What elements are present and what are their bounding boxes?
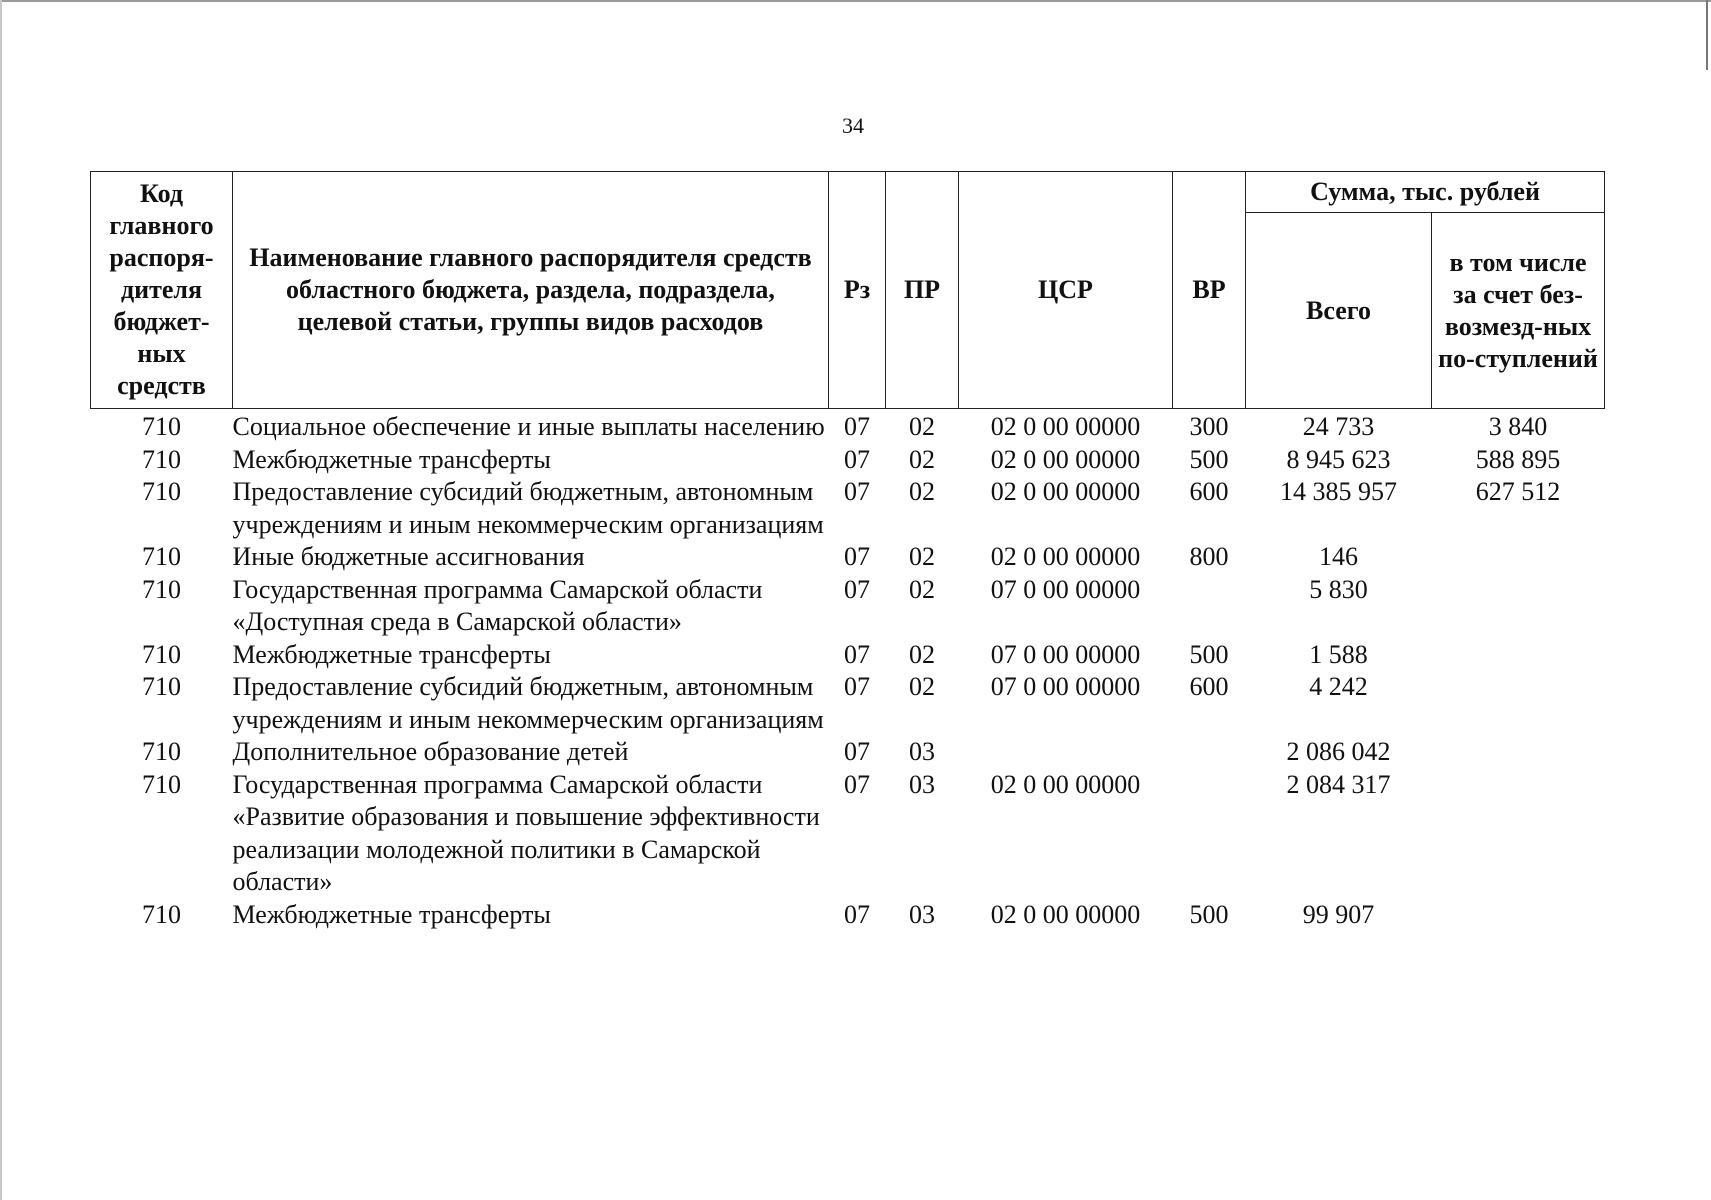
header-pr: ПР: [886, 172, 959, 409]
cell-pr: 02: [909, 444, 935, 474]
table-body: [91, 409, 1605, 932]
cell-csr: 07 0 00 00000: [990, 574, 1141, 604]
cell-name: Государственная программа Самарской области «Доступная среда в Самарской области»: [232, 574, 763, 636]
cell-pr: 02: [909, 542, 935, 571]
cell-pr: 02: [909, 412, 935, 441]
table-row: [91, 444, 1605, 477]
cell-name: Межбюджетные трансферты: [232, 639, 551, 669]
cell-kod: 710: [142, 769, 181, 799]
cell-kod: 710: [142, 737, 181, 766]
cell-name: Межбюджетные трансферты: [232, 899, 551, 929]
cell-pr: 02: [909, 639, 935, 669]
cell-kod: 710: [142, 639, 181, 669]
cell-rz: 07: [844, 574, 870, 604]
cell-vsego: 24 733: [1302, 412, 1375, 441]
cell-bezvozm: [1432, 736, 1605, 769]
cell-rz: 07: [844, 542, 870, 571]
header-csr: ЦСР: [959, 172, 1173, 409]
cell-vr: [1173, 769, 1246, 899]
cell-pr: 03: [909, 899, 935, 929]
cell-vr: 500: [1189, 444, 1229, 474]
cell-name: Государственная программа Самарской области «Развитие образования и повышение эффективности реализации молодежной политики в Самарской области»: [232, 769, 820, 896]
header-rz: Рз: [829, 172, 886, 409]
page-number: 34: [842, 113, 864, 138]
cell-kod: 710: [142, 477, 181, 506]
header-summa: Сумма, тыс. рублей: [1246, 172, 1605, 213]
cell-csr: 02 0 00 00000: [990, 444, 1141, 474]
cell-kod: 710: [142, 542, 181, 571]
cell-rz: 07: [844, 412, 870, 441]
cell-pr: 02: [909, 672, 935, 701]
cell-pr: 03: [909, 769, 935, 799]
cell-vsego: 14 385 957: [1280, 477, 1397, 506]
cell-kod: 710: [142, 412, 181, 441]
table-row: [91, 409, 1605, 444]
cell-vr: 500: [1189, 639, 1229, 669]
cell-vr: [1173, 574, 1246, 639]
cell-bezvozm: [1432, 541, 1605, 574]
cell-csr: 02 0 00 00000: [990, 542, 1141, 571]
cell-vr: 800: [1189, 542, 1229, 571]
cell-csr: 02 0 00 00000: [990, 769, 1141, 799]
cell-kod: 710: [142, 672, 181, 701]
cell-bezvozm: 3 840: [1488, 412, 1548, 441]
cell-vr: 500: [1189, 899, 1229, 929]
header-vsego: Всего: [1246, 213, 1432, 409]
cell-bezvozm: [1432, 574, 1605, 639]
cell-name: Предоставление субсидий бюджетным, автономным учреждениям и иным некоммерческим организациям: [232, 672, 824, 734]
cell-vsego: 1 588: [1309, 639, 1368, 669]
cell-vsego: 99 907: [1302, 899, 1375, 929]
scan-border-top: [0, 0, 1711, 2]
cell-rz: 07: [844, 639, 870, 669]
cell-vsego: 5 830: [1309, 574, 1368, 604]
cell-bezvozm: [1432, 769, 1605, 899]
cell-rz: 07: [844, 769, 870, 799]
cell-rz: 07: [844, 477, 870, 506]
cell-rz: 07: [844, 444, 870, 474]
header-vr: ВР: [1173, 172, 1246, 409]
cell-vr: 300: [1189, 412, 1229, 441]
table-row: [91, 639, 1605, 672]
table-row: [91, 671, 1605, 736]
cell-kod: 710: [142, 899, 181, 929]
cell-csr: 07 0 00 00000: [990, 639, 1141, 669]
cell-vsego: 2 086 042: [1286, 737, 1391, 766]
table-row: [91, 541, 1605, 574]
cell-bezvozm: 588 895: [1475, 444, 1561, 474]
budget-table: [90, 171, 1605, 931]
cell-rz: 07: [844, 899, 870, 929]
cell-csr: 07 0 00 00000: [990, 672, 1141, 701]
cell-csr: 02 0 00 00000: [990, 412, 1141, 441]
cell-name: Дополнительное образование детей: [232, 737, 629, 766]
scan-border-left: [0, 0, 2, 1200]
table-row: [91, 476, 1605, 541]
cell-vr: [1173, 736, 1246, 769]
table-header: [91, 172, 1605, 409]
cell-vsego: 2 084 317: [1286, 769, 1391, 799]
cell-bezvozm: [1432, 899, 1605, 932]
cell-pr: 02: [909, 477, 935, 506]
cell-csr: 02 0 00 00000: [990, 899, 1141, 929]
cell-bezvozm: [1432, 639, 1605, 672]
cell-vsego: 4 242: [1309, 672, 1368, 701]
cell-name: Социальное обеспечение и иные выплаты населению: [232, 412, 825, 441]
cell-name: Иные бюджетные ассигнования: [232, 542, 585, 571]
cell-bezvozm: [1432, 671, 1605, 736]
cell-name: Межбюджетные трансферты: [232, 444, 551, 474]
cell-bezvozm: 627 512: [1475, 477, 1561, 506]
table-row: [91, 574, 1605, 639]
cell-pr: 03: [909, 737, 935, 766]
cell-pr: 02: [909, 574, 935, 604]
cell-vr: 600: [1189, 672, 1229, 701]
cell-vsego: 8 945 623: [1286, 444, 1391, 474]
header-bezvozm: в том числе за счет без-возмезд-ных по-ступлений: [1432, 213, 1605, 409]
table-row: [91, 899, 1605, 932]
header-kod: Код главного распоря-дителя бюджет-ных средств: [91, 172, 233, 409]
cell-vsego: 146: [1319, 542, 1358, 571]
scan-border-right: [1706, 0, 1708, 70]
cell-rz: 07: [844, 672, 870, 701]
cell-rz: 07: [844, 737, 870, 766]
table-row: [91, 736, 1605, 769]
cell-kod: 710: [142, 574, 181, 604]
cell-csr: [959, 736, 1173, 769]
header-name: Наименование главного распорядителя средств областного бюджета, раздела, подраздела, целевой статьи, группы видов расходов: [233, 172, 829, 409]
table-row: [91, 769, 1605, 899]
cell-name: Предоставление субсидий бюджетным, автономным учреждениям и иным некоммерческим организациям: [232, 477, 824, 539]
cell-csr: 02 0 00 00000: [990, 477, 1141, 506]
cell-vr: 600: [1189, 477, 1229, 506]
cell-kod: 710: [142, 444, 181, 474]
